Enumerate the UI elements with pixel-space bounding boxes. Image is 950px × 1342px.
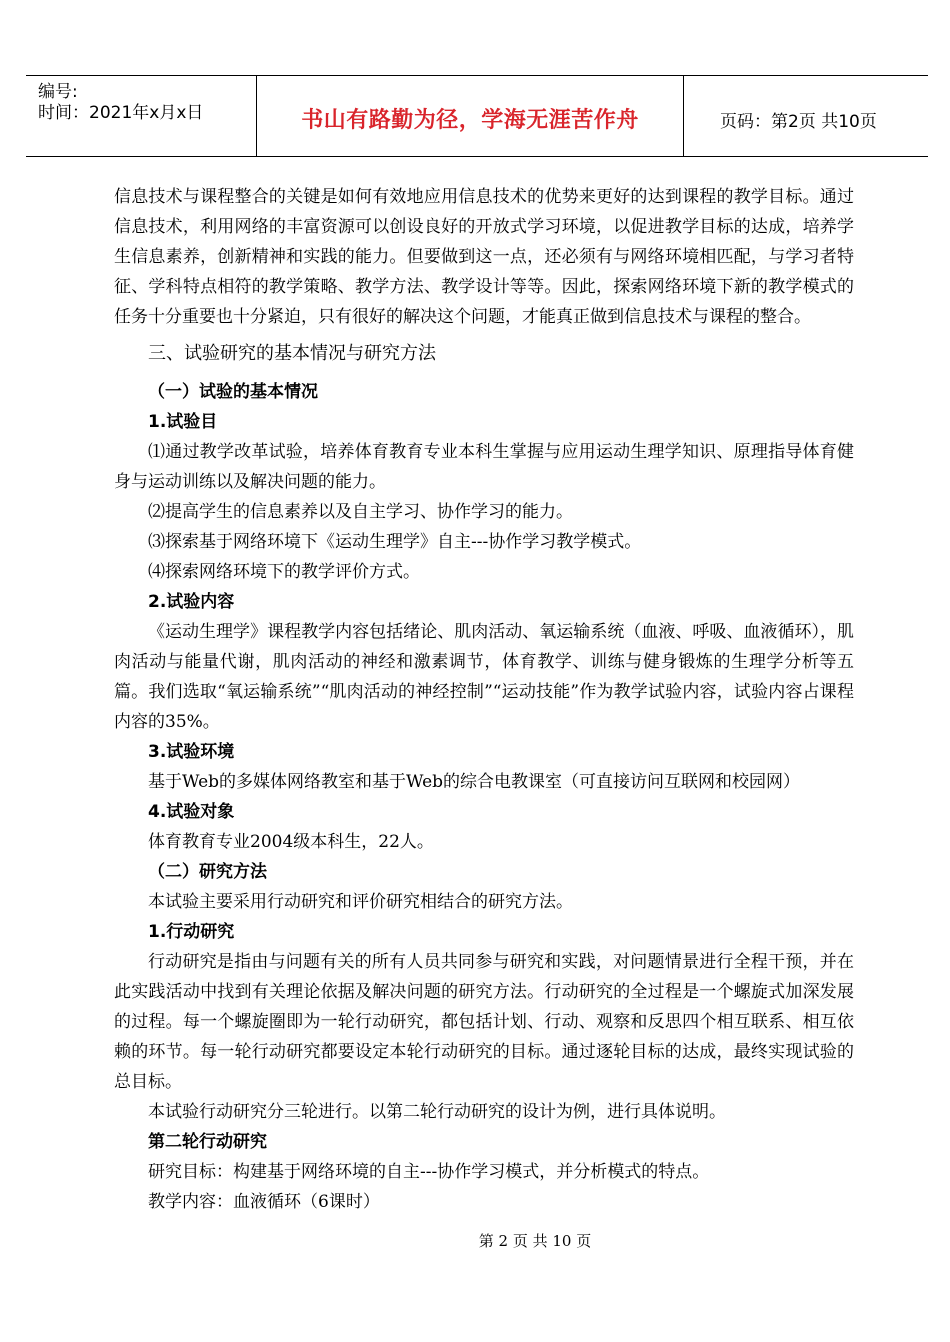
method-intro-paragraph: 本试验主要采用行动研究和评价研究相结合的研究方法。 bbox=[148, 892, 573, 912]
item-heading: 2.试验内容 bbox=[148, 592, 235, 612]
page-footer: 第 2 页 共 10 页 bbox=[478, 1232, 592, 1250]
document-time-label: 时间：2021年x月x日 bbox=[38, 103, 204, 123]
header-motto-cell bbox=[256, 76, 684, 156]
goal-item: ⑶探索基于网络环境下《运动生理学》自主---协作学习教学模式。 bbox=[148, 532, 642, 552]
goal-item: ⑷探索网络环境下的教学评价方式。 bbox=[148, 562, 420, 582]
header-page-number: 页码：第2页 共10页 bbox=[720, 112, 877, 132]
item-heading: 3.试验环境 bbox=[148, 742, 235, 762]
subjects-paragraph: 体育教育专业2004级本科生，22人。 bbox=[148, 832, 434, 852]
action-rounds-paragraph: 本试验行动研究分三轮进行。以第二轮行动研究的设计为例，进行具体说明。 bbox=[148, 1102, 726, 1122]
item-heading: 4.试验对象 bbox=[148, 802, 235, 822]
document-body bbox=[114, 182, 854, 1217]
environment-paragraph: 基于Web的多媒体网络教室和基于Web的综合电教课室（可直接访问互联网和校园网） bbox=[148, 772, 801, 792]
subsection-heading: （二）研究方法 bbox=[148, 862, 267, 882]
round-goal-paragraph: 研究目标：构建基于网络环境的自主---协作学习模式，并分析模式的特点。 bbox=[148, 1162, 710, 1182]
round-heading: 第二轮行动研究 bbox=[148, 1132, 267, 1152]
document-number-label: 编号: bbox=[38, 82, 78, 102]
item-heading: 1.试验目 bbox=[148, 412, 218, 432]
item-heading: 1.行动研究 bbox=[148, 922, 235, 942]
header-page-cell bbox=[684, 76, 928, 156]
page-header bbox=[26, 75, 928, 157]
header-motto: 书山有路勤为径，学海无涯苦作舟 bbox=[301, 108, 639, 133]
action-research-paragraph: 行动研究是指由与问题有关的所有人员共同参与研究和实践，对问题情景进行全程干预，并在此实践活动中找到有关理论依据及解决问题的研究方法。行动研究的全过程是一个螺旋式加深发展的过程。每一个螺旋圈即为一轮行动研究，都包括计划、行动、观察和反思四个相互联系、相互依赖的环节。每一轮行动研究都要设定本轮行动研究的目标。通过逐轮目标的达成，最终实现试验的总目标。 bbox=[114, 952, 854, 1092]
round-content-paragraph: 教学内容：血液循环（6课时） bbox=[148, 1192, 380, 1212]
subsection-heading: （一）试验的基本情况 bbox=[148, 382, 318, 402]
intro-paragraph: 信息技术与课程整合的关键是如何有效地应用信息技术的优势来更好的达到课程的教学目标。通过信息技术，利用网络的丰富资源可以创设良好的开放式学习环境，以促进教学目标的达成，培养学生信息素养，创新精神和实践的能力。但要做到这一点，还必须有与网络环境相匹配，与学习者特征、学科特点相符的教学策略、教学方法、教学设计等等。因此，探索网络环境下新的教学模式的任务十分重要也十分紧迫，只有很好的解决这个问题，才能真正做到信息技术与课程的整合。 bbox=[114, 187, 854, 327]
goal-item: ⑴通过教学改革试验，培养体育教育专业本科生掌握与应用运动生理学知识、原理指导体育健身与运动训练以及解决问题的能力。 bbox=[114, 442, 854, 492]
section-heading: 三、试验研究的基本情况与研究方法 bbox=[148, 343, 436, 364]
header-meta-cell bbox=[26, 76, 256, 156]
content-paragraph: 《运动生理学》课程教学内容包括绪论、肌肉活动、氧运输系统（血液、呼吸、血液循环），肌肉活动与能量代谢，肌肉活动的神经和激素调节，体育教学、训练与健身锻炼的生理学分析等五篇。我们选取“氧运输系统”“肌肉活动的神经控制”“运动技能”作为教学试验内容，试验内容占课程内容的35%。 bbox=[114, 622, 854, 732]
goal-item: ⑵提高学生的信息素养以及自主学习、协作学习的能力。 bbox=[148, 502, 573, 522]
